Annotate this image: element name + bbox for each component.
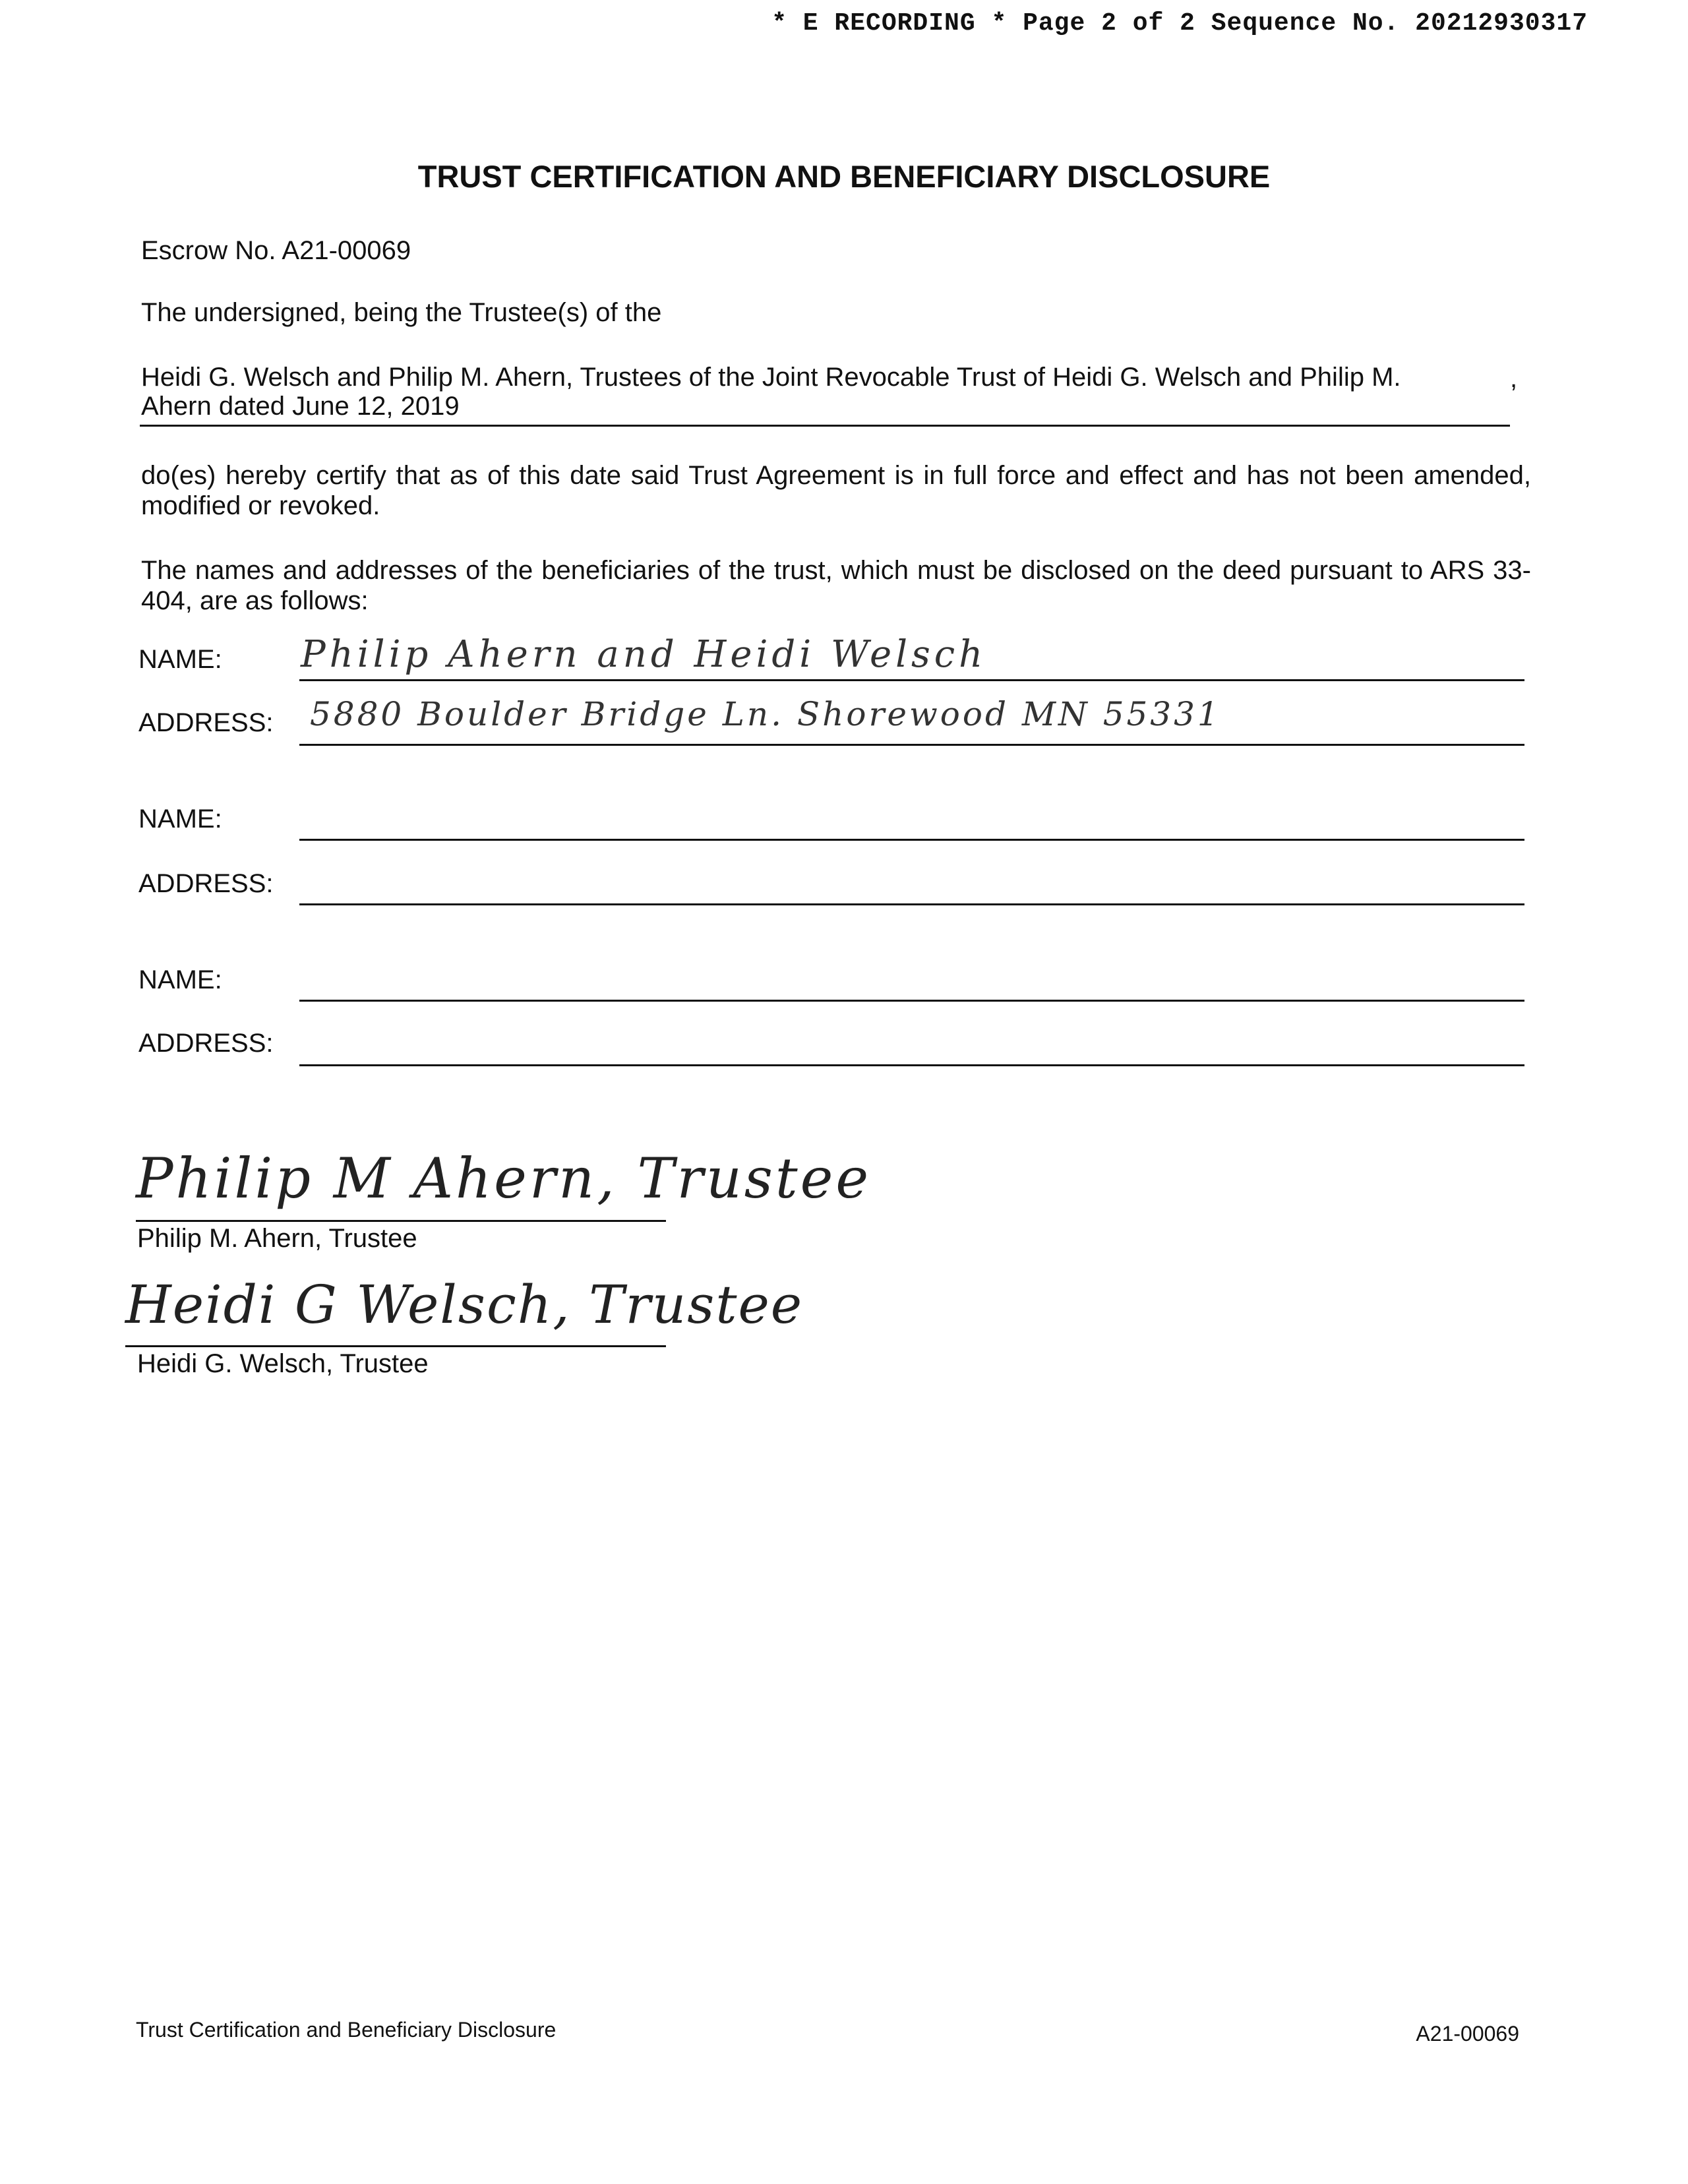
beneficiary-2-address-line <box>299 903 1524 905</box>
certification-paragraph: do(es) hereby certify that as of this date said Trust Agreement is in full force and effect and has not been amended, modified or revoked. <box>141 461 1531 520</box>
beneficiary-2-name-label: NAME: <box>138 804 222 834</box>
beneficiary-1-address-line <box>299 744 1524 746</box>
beneficiary-1-name-line <box>299 679 1524 681</box>
trust-name-line2: Ahern dated June 12, 2019 <box>141 392 460 421</box>
beneficiary-3-address-label: ADDRESS: <box>138 1029 274 1058</box>
trustee-2-signature: Heidi G Welsch, Trustee <box>125 1274 804 1335</box>
beneficiaries-intro: The names and addresses of the beneficiaries of the trust, which must be disclosed on the deed pursuant to ARS 33-404, are as follows: <box>141 556 1531 615</box>
trust-name-line1: Heidi G. Welsch and Philip M. Ahern, Trustees of the Joint Revocable Trust of Heidi G. Welsch and Philip M. <box>141 363 1401 392</box>
document-title: TRUST CERTIFICATION AND BENEFICIARY DISCLOSURE <box>417 159 1271 194</box>
beneficiary-3-name-line <box>299 1000 1524 1002</box>
trustee-1-signature-line <box>136 1220 666 1222</box>
trustee-1-printed-name: Philip M. Ahern, Trustee <box>137 1224 417 1253</box>
beneficiary-2-address-label: ADDRESS: <box>138 869 274 898</box>
trust-name-underline <box>140 425 1510 427</box>
beneficiary-1-name-value: Philip Ahern and Heidi Welsch <box>301 633 987 676</box>
footer-document-name: Trust Certification and Beneficiary Disclosure <box>136 2018 557 2042</box>
beneficiary-3-address-line <box>299 1064 1524 1066</box>
undersigned-statement: The undersigned, being the Trustee(s) of the <box>141 298 662 327</box>
beneficiary-1-name-label: NAME: <box>138 645 222 674</box>
trustee-1-signature: Philip M Ahern, Trustee <box>136 1146 872 1211</box>
footer-escrow-number: A21-00069 <box>1416 2022 1519 2046</box>
trust-name-comma: , <box>1510 364 1518 393</box>
recording-header: * E RECORDING * Page 2 of 2 Sequence No. 20212930317 <box>771 9 1588 38</box>
beneficiary-3-name-label: NAME: <box>138 965 222 994</box>
trustee-2-signature-line <box>125 1345 666 1347</box>
beneficiary-1-address-label: ADDRESS: <box>138 708 274 737</box>
escrow-number: Escrow No. A21-00069 <box>141 236 411 265</box>
beneficiary-2-name-line <box>299 839 1524 841</box>
beneficiary-1-address-value: 5880 Boulder Bridge Ln. Shorewood MN 55331 <box>310 695 1221 733</box>
trustee-2-printed-name: Heidi G. Welsch, Trustee <box>137 1349 429 1378</box>
